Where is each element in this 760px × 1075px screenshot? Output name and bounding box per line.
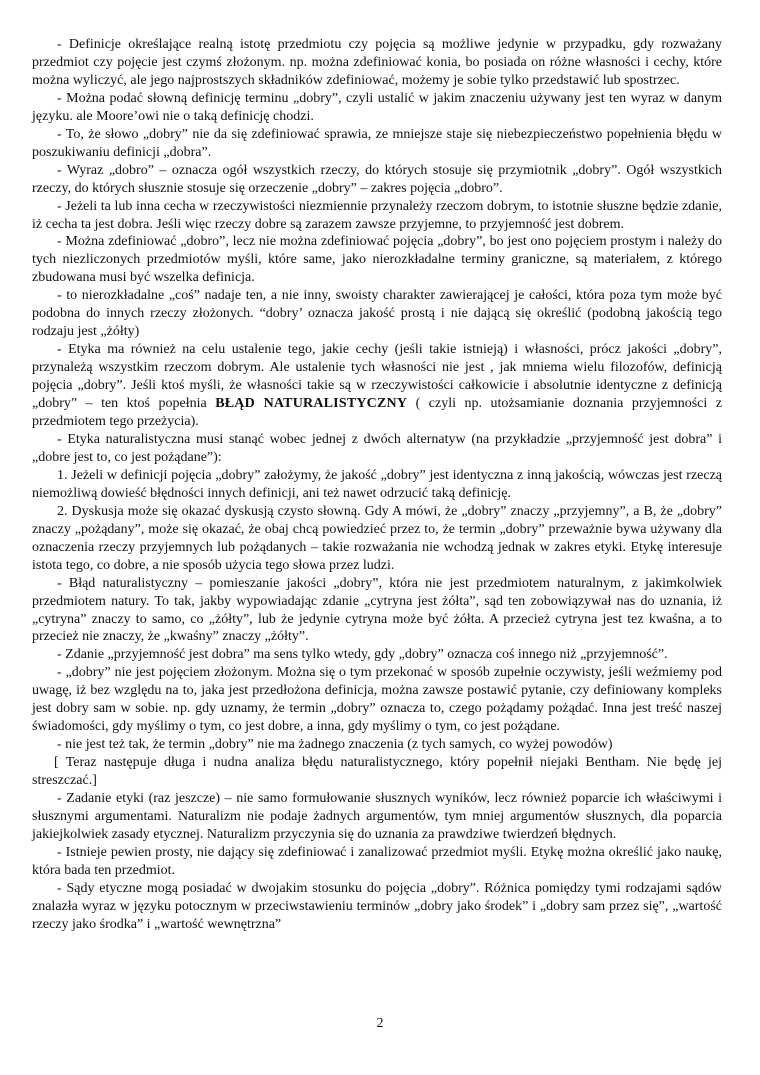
paragraph: - Można zdefiniować „dobro”, lecz nie można zdefiniować pojęcia „dobry”, bo jest ono pojęciem prostym i należy do tych niezliczonych przedmiotów myśli, które same, jako nierozkładalne terminy graniczne, są materiałem, z którego zbudowana musi być wszelka definicja. xyxy=(32,234,722,286)
page-number: 2 xyxy=(376,1016,384,1031)
document-body xyxy=(32,36,722,934)
paragraph: - Definicje określające realną istotę przedmiotu czy pojęcia są możliwe jedynie w przypadku, gdy rozważany przedmiot czy pojęcie jest czymś złożonym. np. można zdefiniować konia, bo posiada on różne własności i cechy, które można wyliczyć, ale jego najprostszych składników zdefiniować, możemy je sobie tylko przedstawić lub spostrzec. xyxy=(32,37,722,88)
bold-term: BŁĄD NATURALISTYCZNY xyxy=(215,396,408,412)
paragraph: - Etyka naturalistyczna musi stanąć wobec jednej z dwóch alternatyw (na przykładzie „przyjemność jest dobra” i „dobre jest to, co jest pożądane”): xyxy=(32,431,722,465)
paragraph: - to nierozkładalne „coś” nadaje ten, a nie inny, swoisty charakter zawierającej je całości, która poza tym może być podobna do innych rzeczy złożonych. “dobry’ oznacza jakość prostą i nie dającą się określić (podobną jakością tego rodzaju jest „żółty) xyxy=(32,288,722,340)
paragraph: - Istnieje pewien prosty, nie dający się zdefiniować i zanalizować przedmiot myśli. Etykę można określić jako naukę, która bada ten przedmiot. xyxy=(32,844,722,878)
editorial-note: [ Teraz następuje długa i nudna analiza błędu naturalistycznego, który popełnił niejaki Bentham. Nie będę jej streszczać.] xyxy=(32,755,722,789)
numbered-paragraph: 2. Dyskusja może się okazać dyskusją czysto słowną. Gdy A mówi, że „dobry” znaczy „przyjemny”, a B, że „dobry” znaczy „pożądany”, może się okazać, że obaj chcą powiedzieć przez to, że termin „dobry” przeważnie bywa używany dla oznaczenia rzeczy przyjemnych lub pożądanych – takie rozważania nie wchodzą jednak w zakres etyki. Etykę interesuje istota tego, co dobre, a nie sposób użycia tego słowa przez ludzi. xyxy=(32,503,722,573)
paragraph: - Jeżeli ta lub inna cecha w rzeczywistości niezmiennie przynależy rzeczom dobrym, to istotnie słuszne będzie zdanie, iż cecha ta jest dobra. Jeśli więc rzeczy dobre są zarazem zawsze przyjemne, to przyjemność jest dobrem. xyxy=(32,198,722,232)
paragraph-with-emphasis: - Etyka ma również na celu ustalenie tego, jakie cechy (jeśli takie istnieją) i własności, prócz jakości „dobry”, przynależą wszystkim rzeczom dobrym. Ale ustalenie tych własności nie jest , jak mniema wielu filozofów, definicją pojęcia „dobry”. Jeśli ktoś myśli, że własności takie są w rzeczywistości całkowicie i absolutnie identyczne z definicją „dobry” – ten ktoś popełnia BŁĄD NATURALISTYCZNY ( czyli np. utożsamianie doznania przyjemności z przedmiotem tego przeżycia). xyxy=(32,342,722,430)
paragraph: - Błąd naturalistyczny – pomieszanie jakości „dobry”, która nie jest przedmiotem naturalnym, z jakimkolwiek przedmiotem natury. To tak, jakby wypowiadając zdanie „cytryna jest żółta”, sąd ten zobowiązywał nas do uznania, iż „cytryna” znaczy to samo, co „żółty”, lub że jedynie cytryna może być żółta. A przecież cytryna jest tez kwaśna, a to przecież nie znaczy, że „kwaśny” znaczy „żółty”. xyxy=(32,575,722,645)
paragraph: - „dobry” nie jest pojęciem złożonym. Można się o tym przekonać w sposób zupełnie oczywisty, jeśli weźmiemy pod uwagę, iż bez względu na to, jaka jest przedłożona definicja, można zawsze postawić pytanie, czy definiowany kompleks jest dobry sam w sobie. np. gdy uznamy, że termin „dobry” oznacza to, czego pożądamy pożądać. Inna jest treść naszej świadomości, gdy myślimy o tym, co jest dobre, a inna, gdy myślimy o tym, co jest pożądane. xyxy=(32,665,722,735)
paragraph: - Zdanie „przyjemność jest dobra” ma sens tylko wtedy, gdy „dobry” oznacza coś innego niż „przyjemność”. xyxy=(57,647,668,663)
paragraph: - nie jest też tak, że termin „dobry” nie ma żadnego znaczenia (z tych samych, co wyżej powodów) xyxy=(57,737,613,753)
paragraph: - To, że słowo „dobry” nie da się zdefiniować sprawia, ze mniejsze staje się niebezpieczeństwo popełnienia błędu w poszukiwaniu definicji „dobra”. xyxy=(32,126,722,160)
numbered-paragraph: 1. Jeżeli w definicji pojęcia „dobry” założymy, że jakość „dobry” jest identyczna z inną jakością, wówczas jest rzeczą niemożliwą dowieść błędności innych definicji, ani też nawet odrzucić taką definicję. xyxy=(32,467,722,501)
paragraph: - Zadanie etyki (raz jeszcze) – nie samo formułowanie słusznych wyników, lecz również poparcie ich właściwymi i słusznymi argumentami. Naturalizm nie podaje żadnych argumentów, tym mniej argumentów słusznych, dla poparcia jakiejkolwiek zasady etycznej. Naturalizm przyczynia się do uznania za prawdziwe twierdzeń błędnych. xyxy=(32,791,722,842)
paragraph: - Wyraz „dobro” – oznacza ogół wszystkich rzeczy, do których stosuje się przymiotnik „dobry”. Ogół wszystkich rzeczy, do których słusznie stosuje się orzeczenie „dobry” – zakres pojęcia „dobro”. xyxy=(32,162,722,196)
paragraph: - Sądy etyczne mogą posiadać w dwojakim stosunku do pojęcia „dobry”. Różnica pomiędzy tymi rodzajami sądów znalazła wyraz w języku potocznym w przeciwstawieniu terminów „dobry jako środek” i „dobry sam przez się”, „wartość rzeczy jako środka” i „wartość wewnętrzna” xyxy=(32,880,722,932)
paragraph: - Można podać słowną definicję terminu „dobry”, czyli ustalić w jakim znaczeniu używany jest ten wyraz w danym języku. ale Moore’owi nie o taką definicję chodzi. xyxy=(32,90,722,124)
